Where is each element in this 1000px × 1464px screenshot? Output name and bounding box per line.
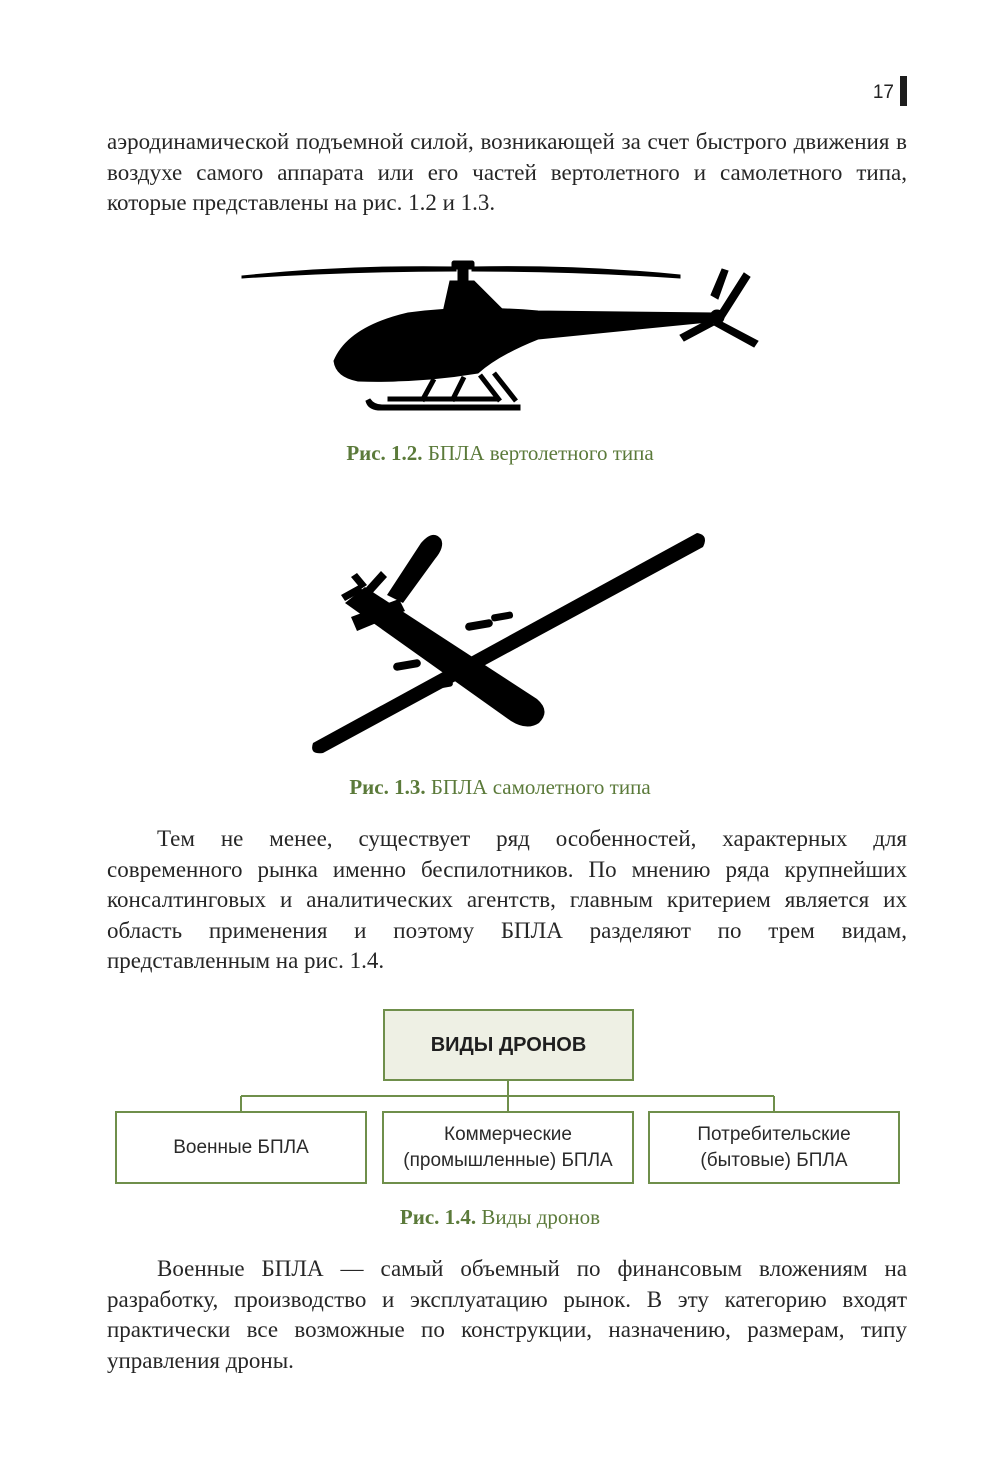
diagram-root-box	[383, 1009, 634, 1081]
figure-caption-1-2	[0, 441, 1000, 466]
diagram-root-label: ВИДЫ ДРОНОВ	[430, 1034, 587, 1056]
figure-caption-1-3	[0, 775, 1000, 800]
diagram-box-label: Потребительские (бытовые) БПЛА	[697, 1123, 851, 1171]
figure-label: Рис. 1.4.	[399, 1205, 477, 1229]
page-number: 17	[872, 82, 894, 103]
helicopter-silhouette-icon	[238, 255, 768, 420]
airplane-drone-silhouette-icon	[305, 525, 715, 755]
figure-caption-1-4	[0, 1205, 1000, 1230]
page-number-marker	[900, 76, 907, 106]
figure-title: Виды дронов	[481, 1205, 601, 1229]
diagram-box-consumer	[648, 1111, 900, 1184]
diagram-box-commercial	[382, 1111, 634, 1184]
figure-label: Рис. 1.3.	[349, 775, 426, 799]
figure-label: Рис. 1.2.	[346, 441, 423, 465]
diagram-box-label: Военные БПЛА	[173, 1136, 309, 1158]
diagram-box-military	[115, 1111, 367, 1184]
figure-title: БПЛА вертолетного типа	[427, 441, 654, 465]
paragraph-3: Военные БПЛА — самый объемный по финансовым вложениям на разработку, производство и эксплуатацию рынок. В эту категорию входят практически все возможные по конструкции, назначению, размерам, типу управления дроны.	[107, 1256, 907, 1373]
paragraph-1: аэродинамической подъемной силой, возникающей за счет быстрого движения в воздухе самого аппарата или его частей вертолетного и самолетного типа, которые представлены на рис. 1.2 и 1.3.	[107, 129, 907, 215]
paragraph-2: Тем не менее, существует ряд особенностей, характерных для современного рынка именно беспилотников. По мнению ряда крупнейших консалтинговых и аналитических агентств, главным критерием является их область применения и поэтому БПЛА разделяют по трем видам, представленным на рис. 1.4.	[107, 826, 907, 973]
figure-title: БПЛА самолетного типа	[430, 775, 651, 799]
diagram-box-label: Коммерческие (промышленные) БПЛА	[403, 1123, 613, 1171]
